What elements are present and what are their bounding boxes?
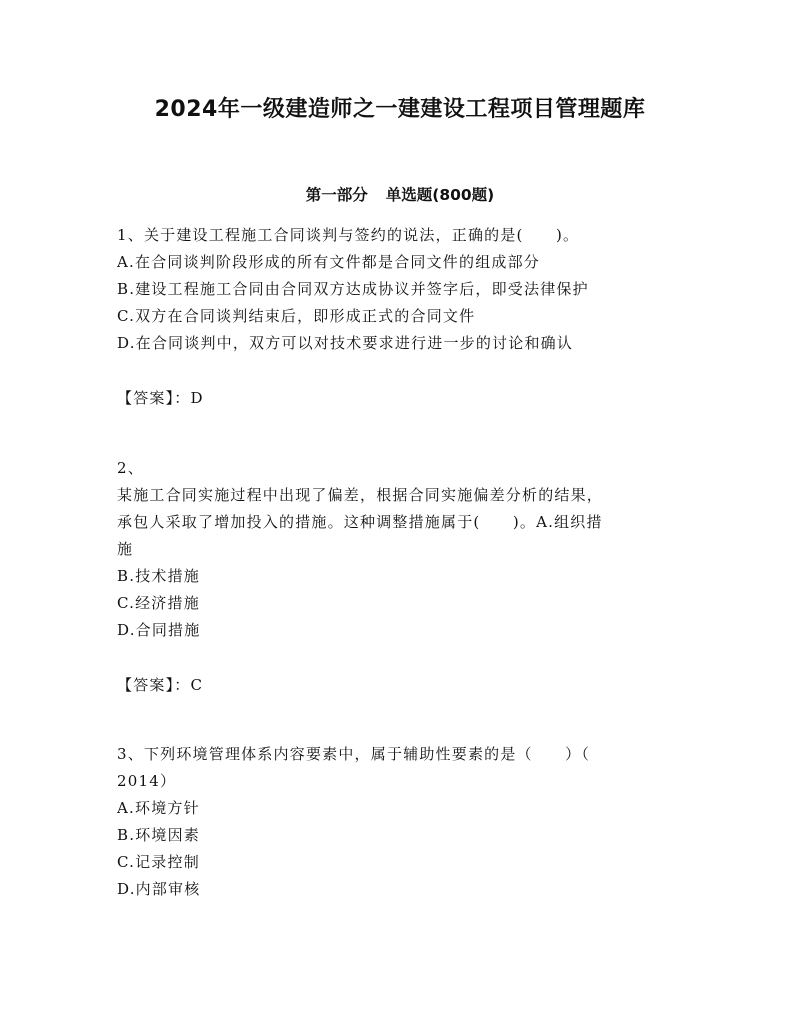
- document-title: 2024年一级建造师之一建建设工程项目管理题库: [154, 97, 646, 122]
- question-stem: 施: [117, 540, 134, 558]
- question-stem: 某施工合同实施过程中出现了偏差，根据合同实施偏差分析的结果，: [117, 486, 604, 504]
- option-b: B.环境因素: [117, 826, 200, 844]
- option-d: D.在合同谈判中，双方可以对技术要求进行进一步的讨论和确认: [117, 334, 574, 352]
- section-name: 单选题(800题): [385, 186, 495, 204]
- option-d: D.合同措施: [117, 621, 201, 639]
- option-c: C.经济措施: [117, 594, 200, 612]
- question-stem: 1、关于建设工程施工合同谈判与签约的说法，正确的是( )。: [117, 226, 580, 244]
- answer-1: [117, 385, 204, 412]
- answer-2: [117, 672, 203, 699]
- answer-label: 【答案】：: [117, 389, 191, 407]
- question-3: [117, 741, 677, 903]
- question-1: [117, 222, 677, 357]
- question-stem: 2、: [117, 459, 144, 477]
- section-title: [0, 183, 800, 205]
- option-d: D.内部审核: [117, 880, 201, 898]
- option-a: A.环境方针: [117, 799, 200, 817]
- question-stem: 承包人采取了增加投入的措施。这种调整措施属于( )。A.组织措: [117, 513, 603, 531]
- question-stem: 3、下列环境管理体系内容要素中，属于辅助性要素的是（ ）（: [117, 745, 591, 763]
- option-a: A.在合同谈判阶段形成的所有文件都是合同文件的组成部分: [117, 253, 541, 271]
- section-part: 第一部分: [305, 186, 368, 204]
- option-b: B.建设工程施工合同由合同双方达成协议并签字后，即受法律保护: [117, 280, 589, 298]
- question-2: [117, 455, 677, 644]
- option-b: B.技术措施: [117, 567, 200, 585]
- question-stem: 2014）: [117, 772, 177, 790]
- answer-value: C: [190, 676, 204, 694]
- option-c: C.双方在合同谈判结束后，即形成正式的合同文件: [117, 307, 476, 325]
- answer-value: D: [190, 389, 204, 407]
- option-c: C.记录控制: [117, 853, 200, 871]
- answer-label: 【答案】：: [117, 676, 191, 694]
